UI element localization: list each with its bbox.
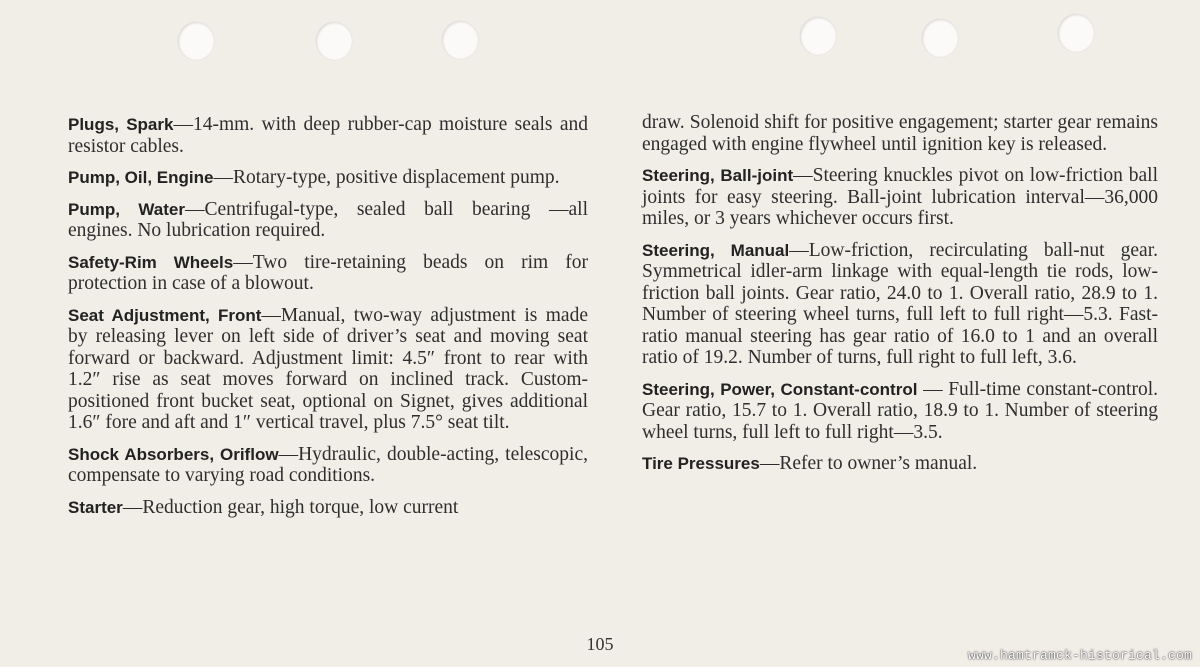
left-column	[68, 114, 588, 528]
spec-term: Steering, Ball-joint	[642, 166, 794, 185]
binder-hole	[442, 21, 478, 59]
spec-entry	[642, 240, 1158, 369]
spec-description: —Reduction gear, high torque, low current	[122, 496, 459, 518]
spec-entry	[68, 252, 588, 295]
watermark: www.hamtramck-historical.com	[967, 648, 1192, 663]
spec-description: —Low-friction, recirculating ball-nut gear. Symmetrical idler-arm linkage with equal-length tie rods, low-friction ball joints. Gear ratio, 24.0 to 1. Overall ratio, 28.9 to 1. Number of steering wheel turns, full left to full right—5.3. Fast-ratio manual steering has gear ratio of 16.0 to 1 and an overall ratio of 19.2. Number of turns, full right to full left, 3.6.	[642, 239, 1158, 368]
spec-entry	[68, 114, 588, 157]
spec-term: Starter	[68, 497, 123, 517]
spec-entry	[642, 165, 1158, 230]
spec-term: Pump, Water	[68, 199, 185, 219]
spec-entry	[642, 379, 1158, 444]
spec-description: —Two tire-retaining beads on rim for protection in case of a blowout.	[68, 251, 588, 294]
spec-entry	[642, 453, 1158, 475]
spec-term: Shock Absorbers, Oriflow	[68, 444, 279, 464]
spec-description: —Steering knuckles pivot on low-friction ball joints for easy steering. Ball-joint lubrication interval—36,000 miles, or 3 years whichever occurs first.	[642, 165, 1158, 229]
spec-term: Safety-Rim Wheels	[68, 252, 234, 272]
binder-hole	[178, 22, 214, 60]
right-column	[642, 112, 1158, 485]
binder-hole	[316, 22, 352, 60]
spec-description: —Hydraulic, double-acting, telescopic, compensate to varying road conditions.	[68, 443, 588, 486]
spec-term: Seat Adjustment, Front	[68, 305, 262, 325]
page-number: 105	[586, 634, 614, 654]
spec-description: —Refer to owner’s manual.	[759, 453, 978, 474]
spec-description: draw. Solenoid shift for positive engagement; starter gear remains engaged with engine flywheel until ignition key is released.	[642, 112, 1158, 155]
spec-entry	[68, 497, 588, 519]
spec-description: —Centrifugal-type, sealed ball bearing —all engines. No lubrication required.	[68, 198, 588, 241]
spec-term: Tire Pressures	[642, 454, 760, 473]
spec-term: Steering, Power, Constant-control	[642, 379, 918, 399]
spec-entry	[68, 444, 588, 487]
binder-hole	[922, 19, 958, 57]
spec-description: —Rotary-type, positive displacement pump.	[213, 167, 560, 188]
spec-term: Steering, Manual	[642, 240, 790, 260]
binder-hole	[800, 17, 836, 55]
binder-hole	[1058, 14, 1094, 52]
spec-description: — Full-time constant-control. Gear ratio, 15.7 to 1. Overall ratio, 18.9 to 1. Number of steering wheel turns, full left to full right—3.5.	[642, 378, 1159, 443]
spec-term: Pump, Oil, Engine	[68, 168, 214, 187]
spec-description: —14-mm. with deep rubber-cap moisture seals and resistor cables.	[68, 114, 589, 157]
spec-entry	[68, 305, 588, 434]
spec-term: Plugs, Spark	[68, 115, 174, 134]
spec-entry	[68, 167, 588, 189]
spec-entry	[68, 199, 588, 242]
spec-entry-continued	[642, 112, 1158, 155]
spec-description: —Manual, two-way adjustment is made by releasing lever on left side of driver’s seat and moving seat forward or backward. Adjustment limit: 4.5″ front to rear with 1.2″ rise as seat moves forward on inclined track. Custom-positioned front bucket seat, optional on Signet, gives additional 1.6″ fore and aft and 1″ vertical travel, plus 7.5° seat tilt.	[68, 304, 588, 433]
